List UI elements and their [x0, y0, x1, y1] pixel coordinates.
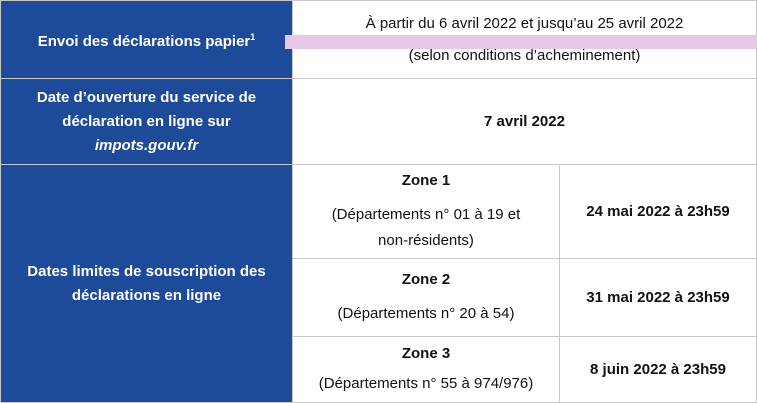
zone1-title: Zone 1	[401, 171, 451, 189]
paper-period-conditions: (selon conditions d’acheminement)	[408, 46, 641, 64]
online-opening-label-line1: Date d’ouverture du service de	[36, 88, 257, 106]
online-opening-label-line2: déclaration en ligne sur	[62, 112, 231, 130]
online-deadlines-label-line2: déclarations en ligne	[71, 286, 222, 304]
zone3-cell	[293, 337, 560, 403]
online-opening-row	[1, 79, 757, 165]
zone2-deadline: 31 mai 2022 à 23h59	[560, 259, 757, 337]
impots-site-name: impots.gouv.fr	[94, 136, 199, 154]
zone1-departments-line1: (Départements n° 01 à 19 et	[331, 205, 521, 223]
online-opening-date: 7 avril 2022	[293, 79, 757, 165]
paper-declaration-label-text: Envoi des déclarations papier	[37, 33, 251, 50]
online-deadlines-label-line1: Dates limites de souscription des	[27, 262, 266, 280]
zone3-departments: (Départements n° 55 à 974/976)	[318, 374, 534, 392]
zone2-cell	[293, 259, 560, 337]
zone3-title: Zone 3	[401, 344, 451, 362]
online-deadlines-label	[1, 165, 293, 403]
zone1-deadline: 24 mai 2022 à 23h59	[560, 165, 757, 259]
zone1-cell	[293, 165, 560, 259]
paper-declaration-label	[1, 1, 293, 79]
paper-period-dates: À partir du 6 avril 2022 et jusqu’au 25 avril 2022	[365, 14, 684, 32]
paper-declaration-period	[293, 1, 757, 79]
zone1-departments	[301, 202, 551, 254]
zone1-row	[1, 165, 757, 259]
zone2-title: Zone 2	[401, 270, 451, 288]
zone2-departments: (Départements n° 20 à 54)	[337, 304, 515, 322]
footnote-marker: 1	[250, 32, 256, 42]
zone1-departments-line2: non-résidents)	[378, 231, 474, 249]
zone3-deadline: 8 juin 2022 à 23h59	[560, 337, 757, 403]
online-opening-label	[1, 79, 293, 165]
paper-declaration-row	[1, 1, 757, 79]
